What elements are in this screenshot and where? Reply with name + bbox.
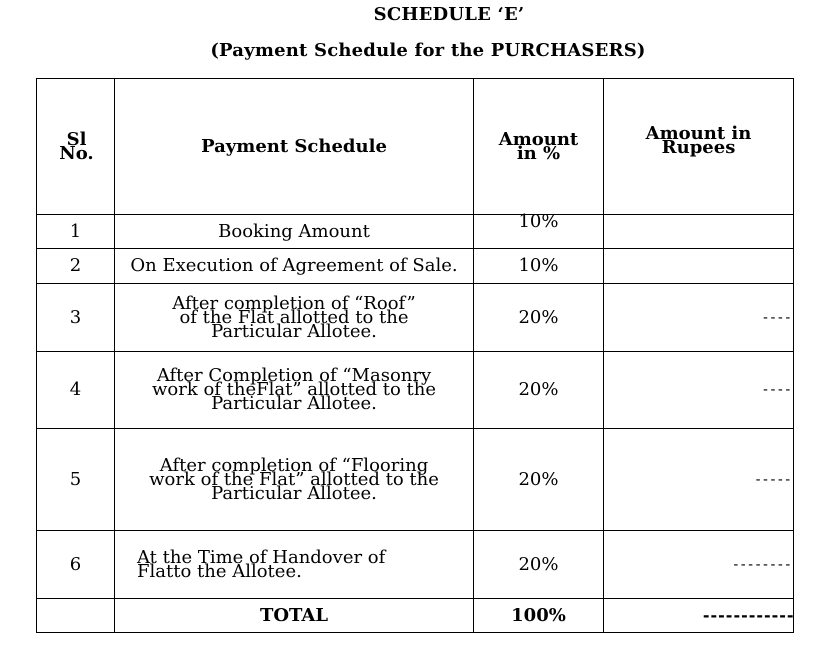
row-schedule: [115, 215, 474, 249]
row-sl: 4: [37, 352, 115, 429]
row-schedule-text: At the Time of Handover of Flatto the Allotee.: [137, 546, 386, 582]
row-rupees: -----: [604, 429, 794, 531]
row-schedule: [115, 352, 474, 429]
row-rupees: ----: [604, 352, 794, 429]
row-schedule-text: On Execution of Agreement of Sale.: [130, 255, 458, 276]
row-sl: 2: [37, 249, 115, 284]
header-sl-no: Sl No.: [37, 79, 115, 215]
row-schedule-text: After Completion of “Masonry work of theFlat” allotted to the Particular Allotee.: [151, 365, 437, 414]
row-schedule: [115, 284, 474, 352]
row-schedule-text: Booking Amount: [218, 220, 370, 242]
row-percent: 10%: [474, 215, 604, 249]
row-schedule: [115, 249, 474, 284]
total-sl: [37, 599, 115, 633]
table-row: [37, 284, 794, 352]
row-rupees: --------: [604, 531, 794, 599]
row-percent: 20%: [474, 531, 604, 599]
row-schedule: [115, 429, 474, 531]
row-rupees: ----: [604, 284, 794, 352]
table-row: [37, 429, 794, 531]
header-amount-rupees: Amount in Rupees: [604, 79, 794, 215]
total-label: TOTAL: [115, 599, 474, 633]
row-percent: 20%: [474, 352, 604, 429]
row-schedule-text: After completion of “Flooring work of the Flat” allotted to the Particular Allotee.: [149, 454, 439, 504]
total-rupees: ------------: [604, 599, 794, 633]
row-percent: 20%: [474, 284, 604, 352]
header-payment-schedule: Payment Schedule: [115, 79, 474, 215]
table-row: [37, 249, 794, 284]
row-sl: 1: [37, 215, 115, 249]
table-header-row: [37, 79, 794, 215]
payment-schedule-table: [36, 78, 794, 633]
row-percent: 20%: [474, 429, 604, 531]
row-sl: 6: [37, 531, 115, 599]
row-schedule: [115, 531, 474, 599]
row-schedule-text: After completion of “Roof” of the Flat allotted to the Particular Allotee.: [172, 292, 416, 342]
table-total-row: [37, 599, 794, 633]
schedule-title: SCHEDULE ‘E’: [373, 4, 525, 25]
row-sl: 3: [37, 284, 115, 352]
row-percent: 10%: [474, 249, 604, 284]
row-rupees: [604, 215, 794, 249]
total-percent: 100%: [474, 599, 604, 633]
table-row: [37, 215, 794, 249]
row-sl: 5: [37, 429, 115, 531]
header-amount-percent: Amount in %: [474, 79, 604, 215]
table-row: [37, 531, 794, 599]
schedule-subtitle: (Payment Schedule for the PURCHASERS): [210, 40, 646, 61]
table-row: [37, 352, 794, 429]
row-rupees: [604, 249, 794, 284]
